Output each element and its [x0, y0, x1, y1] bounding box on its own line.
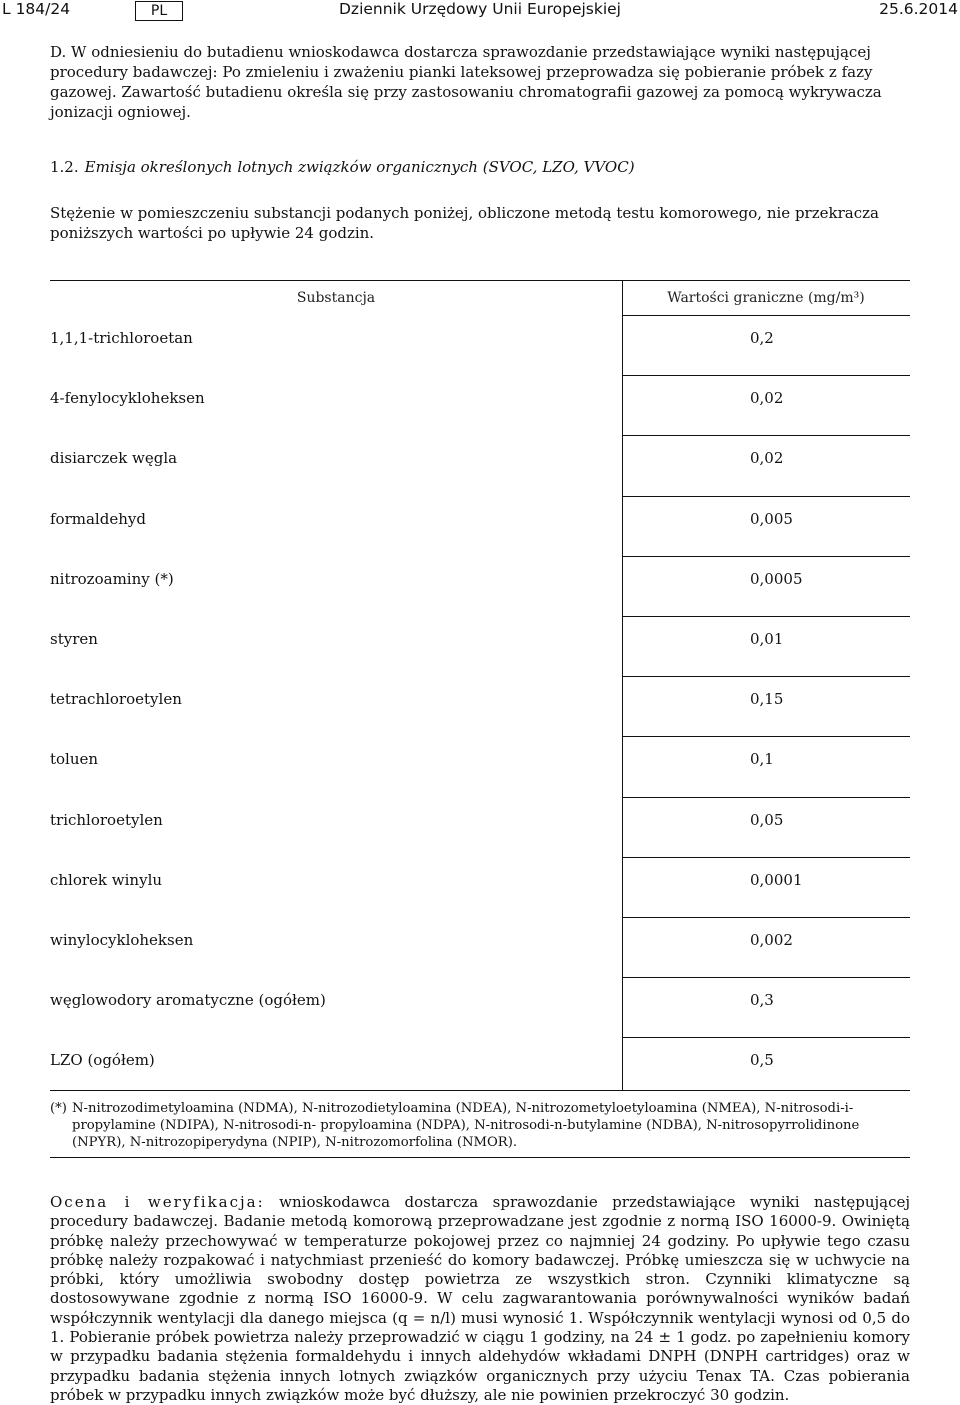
row-rule: [622, 435, 910, 436]
row-rule: [622, 496, 910, 497]
table-top-rule: [50, 280, 910, 281]
limit-value: 0,15: [750, 690, 784, 709]
table-row: [50, 1037, 910, 1097]
limit-value: 0,1: [750, 750, 774, 769]
limit-value: 0,5: [750, 1051, 774, 1070]
row-rule: [622, 857, 910, 858]
substance-name: styren: [50, 630, 98, 648]
assessment-paragraph: [50, 1193, 910, 1405]
row-rule: [622, 917, 910, 918]
limit-value: 0,3: [750, 991, 774, 1010]
substance-name: toluen: [50, 750, 99, 769]
table-row: [50, 315, 910, 375]
substance-name: węglowodory aromatyczne (ogółem): [50, 991, 326, 1010]
table-row: [50, 917, 910, 977]
limit-value: 0,05: [750, 810, 784, 829]
limit-value: 0,01: [750, 630, 784, 648]
table-row: [50, 616, 910, 676]
limit-value: 0,0005: [750, 569, 803, 588]
substance-name: winylocykloheksen: [50, 931, 194, 949]
limit-value: 0,02: [750, 449, 784, 468]
table-row: [50, 496, 910, 556]
table-row: [50, 556, 910, 616]
section-number: 1.2.: [50, 158, 79, 176]
table-row: [50, 797, 910, 857]
journal-title: Dziennik Urzędowy Unii Europejskiej: [339, 0, 621, 18]
row-rule: [622, 556, 910, 557]
limit-value: 0,005: [750, 509, 793, 528]
column-header-substance: Substancja: [296, 290, 376, 306]
section-heading: [50, 158, 910, 176]
row-rule: [622, 616, 910, 617]
substance-name: 1,1,1-trichloroetan: [50, 329, 193, 347]
table-row: [50, 375, 910, 435]
substance-name: 4-fenylocykloheksen: [50, 389, 205, 408]
substance-name: chlorek winylu: [50, 870, 163, 889]
substance-name: disiarczek węgla: [50, 449, 178, 468]
language-box: PL: [135, 1, 183, 21]
section-title: Emisja określonych lotnych związków organicznych (SVOC, LZO, VVOC): [84, 158, 635, 176]
table-row: [50, 435, 910, 495]
substance-name: LZO (ogółem): [50, 1051, 155, 1070]
footnote-text: N-nitrozodimetyloamina (NDMA), N-nitrozodietyloamina (NDEA), N-nitrozometyloetyloamina (NMEA), N-nitrosodi-i-propylamine (NDIPA), N-nitrosodi-n- propyloamina (NDPA), N-nitrosodi-n-butylamine (NDBA), N-nitrosopyrrolidinone (NPYR), N-nitrozopiperydyna (NPIP), N-nitrozomorfolina (NMOR).: [72, 1101, 860, 1150]
intro-paragraph: Stężenie w pomieszczeniu substancji podanych poniżej, obliczone metodą testu komorowego, nie przekracza poniższych wartości po upływie 24 godzin.: [50, 204, 879, 242]
column-header-limit: Wartości graniczne (mg/m³): [667, 290, 865, 306]
table-row: [50, 977, 910, 1037]
limit-value: 0,0001: [750, 870, 803, 889]
row-rule: [622, 1037, 910, 1038]
row-rule: [622, 676, 910, 677]
row-rule: [622, 736, 910, 737]
substance-name: nitrozoaminy (*): [50, 569, 174, 588]
limit-value: 0,002: [750, 931, 793, 949]
row-rule: [622, 797, 910, 798]
table-row: [50, 676, 910, 736]
table-row: [50, 857, 910, 917]
publication-date: 25.6.2014: [879, 0, 958, 18]
substance-name: trichloroetylen: [50, 810, 163, 829]
assessment-lead: Ocena i weryfikacja:: [50, 1193, 265, 1211]
limit-value: 0,02: [750, 389, 784, 408]
table-bottom-rule: [50, 1090, 910, 1091]
paragraph-d: D. W odniesieniu do butadienu wnioskodawca dostarcza sprawozdanie przedstawiające wyniki następującej procedury badawczej: Po zmieleniu i zważeniu pianki lateksowej przeprowadza się pobieranie próbek z fazy gazowej. Zawartość butadienu określa się przy zastosowaniu chromatografii gazowej za pomocą wykrywacza jonizacji ogniowej.: [50, 43, 882, 121]
table-end-rule: [50, 1157, 910, 1158]
substance-name: tetrachloroetylen: [50, 690, 182, 709]
page-reference: L 184/24: [2, 0, 71, 18]
footnote-mark: (*): [50, 1101, 67, 1116]
row-rule: [622, 977, 910, 978]
row-rule: [622, 375, 910, 376]
assessment-text: wnioskodawca dostarcza sprawozdanie przedstawiające wyniki następującej procedury badawczej. Badanie metodą komorową przeprowadzane jest zgodnie z normą ISO 16000-9. Owiniętą próbkę należy przechowywać w temperaturze pokojowej przez co najmniej 24 godziny. Po upływie tego czasu próbkę należy rozpakować i natychmiast przenieść do komory badawczej. Próbkę umieszcza się w uchwycie na próbki, który umożliwia swobodny dostęp powietrza ze wszystkich stron. Czynniki klimatyczne są dostosowywane zgodnie z normą ISO 16000-9. W celu zagwarantowania porównywalności wyników badań współczynnik wentylacji dla danego miejsca (q = n/l) musi wynosić 1. Współczynnik wentylacji wynosi od 0,5 do 1. Pobieranie próbek powietrza należy przeprowadzić w ciągu 1 godziny, na 24 ± 1 godz. po zapełnieniu komory w przypadku badania stężenia formaldehydu i innych aldehydów wkładami DNPH (DNPH cartridges) oraz w przypadku badania stężenia innych lotnych związków organicznych przy użyciu Tenax TA. Czas pobierania próbek w przypadku innych związków może być dłuższy, ale nie powinien przekroczyć 30 godzin.: [50, 1193, 911, 1404]
table-row: [50, 736, 910, 796]
limit-value: 0,2: [750, 329, 774, 347]
page-header: [0, 0, 960, 24]
row-rule: [622, 315, 910, 316]
substance-name: formaldehyd: [50, 509, 146, 528]
